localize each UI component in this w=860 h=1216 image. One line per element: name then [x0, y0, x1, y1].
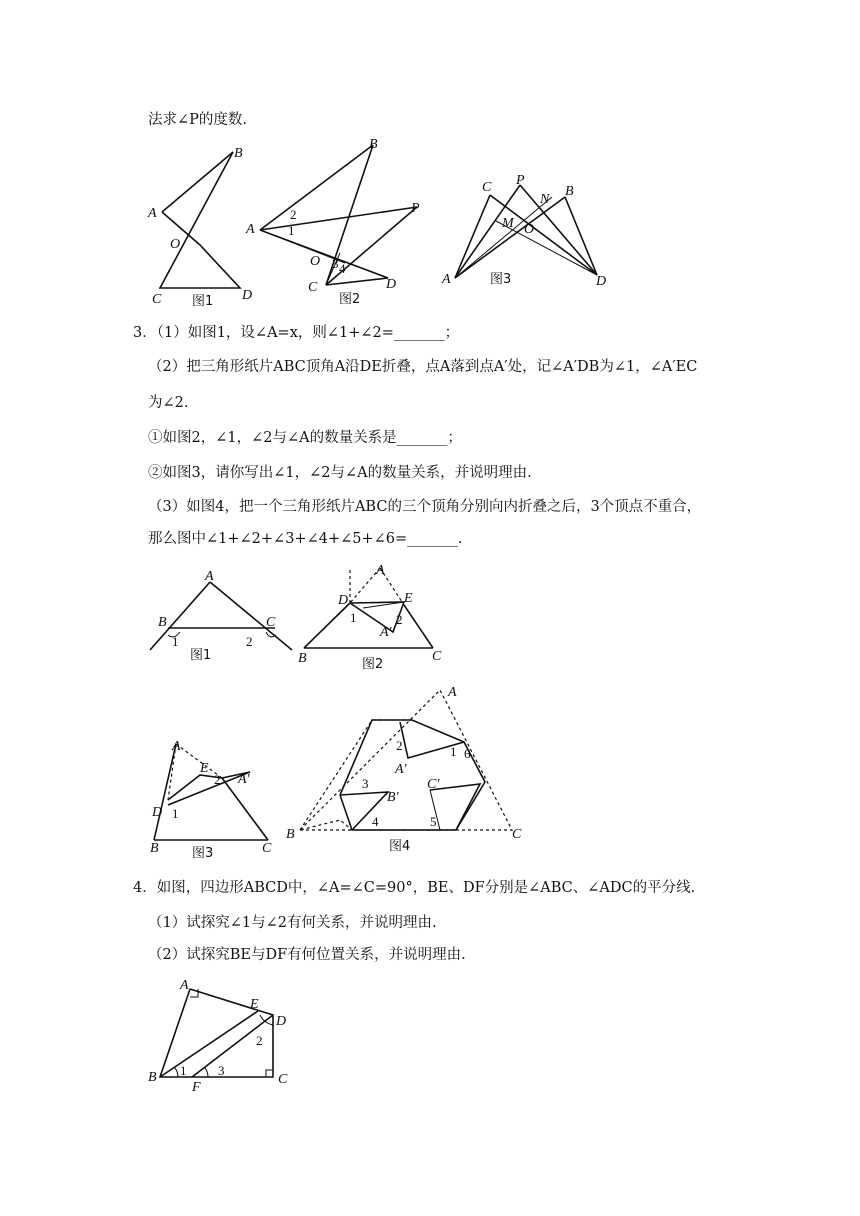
- label-B: B: [565, 184, 574, 199]
- q3-figure-4: [286, 685, 522, 854]
- caption-fig1: 图1: [192, 294, 214, 309]
- caption-fig2: 图2: [339, 292, 361, 307]
- label-E: E: [404, 591, 413, 606]
- label-C: C: [278, 1072, 288, 1087]
- label-B: B: [298, 651, 307, 666]
- label-B: B: [234, 146, 243, 161]
- label-C: C: [482, 180, 492, 195]
- label-D: D: [338, 593, 349, 608]
- label-B: B: [150, 841, 159, 856]
- label-E: E: [200, 761, 209, 776]
- label-B-prime: B′: [387, 790, 399, 805]
- q3-line-6: （3）如图4，把一个三角形纸片ABC的三个顶角分别向内折叠之后，3个顶点不重合，: [148, 499, 702, 515]
- label-C: C: [512, 827, 522, 842]
- q4-line-3: （2）试探究BE与DF有何位置关系，并说明理由.: [148, 947, 466, 963]
- angle-1-label: 1: [172, 634, 179, 649]
- caption-fig4: 图4: [389, 839, 411, 854]
- label-A: A: [180, 978, 189, 993]
- label-D: D: [386, 277, 397, 292]
- label-B: B: [148, 1070, 157, 1085]
- intro-line: 法求∠P的度数.: [148, 112, 248, 128]
- angle-1-label: 1: [288, 223, 295, 238]
- caption-fig2: 图2: [362, 657, 384, 672]
- label-B: B: [369, 137, 378, 152]
- q3-line-2: （2）把三角形纸片ABC顶角A沿DE折叠，点A落到点A′处，记∠A′DB为∠1，∠A′EC: [148, 359, 698, 375]
- label-C: C: [432, 649, 442, 664]
- q3-figure-2: [298, 563, 442, 672]
- angle-5-label: 5: [430, 814, 437, 829]
- q3-line-3: 为∠2.: [148, 395, 189, 411]
- label-A-prime: A′: [380, 625, 392, 640]
- angle-1-label: 1: [180, 1063, 187, 1078]
- label-C: C: [266, 615, 276, 630]
- angle-2-label: 2: [396, 738, 403, 753]
- label-E: E: [250, 997, 259, 1012]
- label-P: P: [516, 173, 525, 188]
- label-N: N: [540, 192, 550, 207]
- angle-3-label: 3: [332, 256, 339, 271]
- figure-3-bisector-intersection: [441, 173, 606, 289]
- q3-line-7: 那么图中∠1+∠2+∠3+∠4+∠5+∠6=_______.: [148, 531, 463, 547]
- label-A: A: [148, 206, 157, 221]
- label-C-prime: C′: [427, 777, 440, 792]
- label-A-prime: A′: [238, 772, 250, 787]
- angle-2-label: 2: [256, 1033, 263, 1048]
- label-D: D: [242, 288, 253, 303]
- q4-line-2: （1）试探究∠1与∠2有何关系，并说明理由.: [148, 915, 437, 931]
- label-A: A: [442, 272, 451, 287]
- label-B: B: [286, 827, 295, 842]
- angle-1-label: 1: [172, 806, 179, 821]
- angle-1-label: 1: [350, 610, 357, 625]
- label-M: M: [502, 216, 514, 231]
- label-F: F: [192, 1080, 201, 1095]
- figure-row3: [140, 680, 540, 860]
- caption-fig3: 图3: [192, 846, 214, 861]
- figure-row2: [140, 560, 470, 675]
- q3-line-4: ①如图2，∠1，∠2与∠A的数量关系是_______；: [148, 430, 462, 446]
- label-D: D: [276, 1014, 287, 1029]
- angle-2-label: 2: [396, 612, 403, 627]
- angle-4-label: 4: [339, 261, 346, 276]
- label-O: O: [170, 237, 181, 252]
- label-A: A: [376, 563, 385, 578]
- label-C: C: [308, 280, 318, 295]
- angle-3-label: 3: [218, 1063, 225, 1078]
- label-A: A: [172, 739, 181, 754]
- angle-6-label: 6: [464, 746, 471, 761]
- figure-row1: [140, 135, 620, 310]
- q4-line-1: 4．如图，四边形ABCD中，∠A=∠C=90°，BE、DF分别是∠ABC、∠ADC的平分线.: [133, 880, 696, 896]
- q3-line-5: ②如图3，请你写出∠1，∠2与∠A的数量关系，并说明理由.: [148, 465, 532, 481]
- angle-4-label: 4: [372, 814, 379, 829]
- angle-2-label: 2: [246, 634, 253, 649]
- label-O: O: [524, 222, 535, 237]
- angle-1-label: 1: [450, 744, 457, 759]
- label-C: C: [262, 841, 272, 856]
- figure-q4-quadrilateral: [140, 975, 310, 1095]
- label-D: D: [596, 274, 607, 289]
- angle-2-label: 2: [290, 207, 297, 222]
- label-C: C: [152, 292, 162, 307]
- label-A: A: [246, 222, 255, 237]
- angle-3-label: 3: [362, 776, 369, 791]
- q3-figure-1: [150, 569, 292, 663]
- label-A: A: [448, 685, 457, 700]
- figure-1-crossed-triangles: [147, 146, 252, 309]
- q3-figure-3: [150, 739, 272, 861]
- caption-fig3: 图3: [490, 272, 512, 287]
- label-O: O: [310, 254, 321, 269]
- label-D: D: [152, 805, 163, 820]
- label-B: B: [158, 615, 167, 630]
- caption-fig1: 图1: [190, 648, 212, 663]
- figure-2-angle-bisectors: [245, 137, 420, 307]
- label-P: P: [411, 201, 420, 216]
- angle-2-label: 2: [214, 772, 221, 787]
- label-A-prime: A′: [395, 762, 407, 777]
- q3-line-1: 3．（1）如图1，设∠A=x，则∠1+∠2=_______；: [133, 325, 460, 341]
- label-A: A: [205, 569, 214, 584]
